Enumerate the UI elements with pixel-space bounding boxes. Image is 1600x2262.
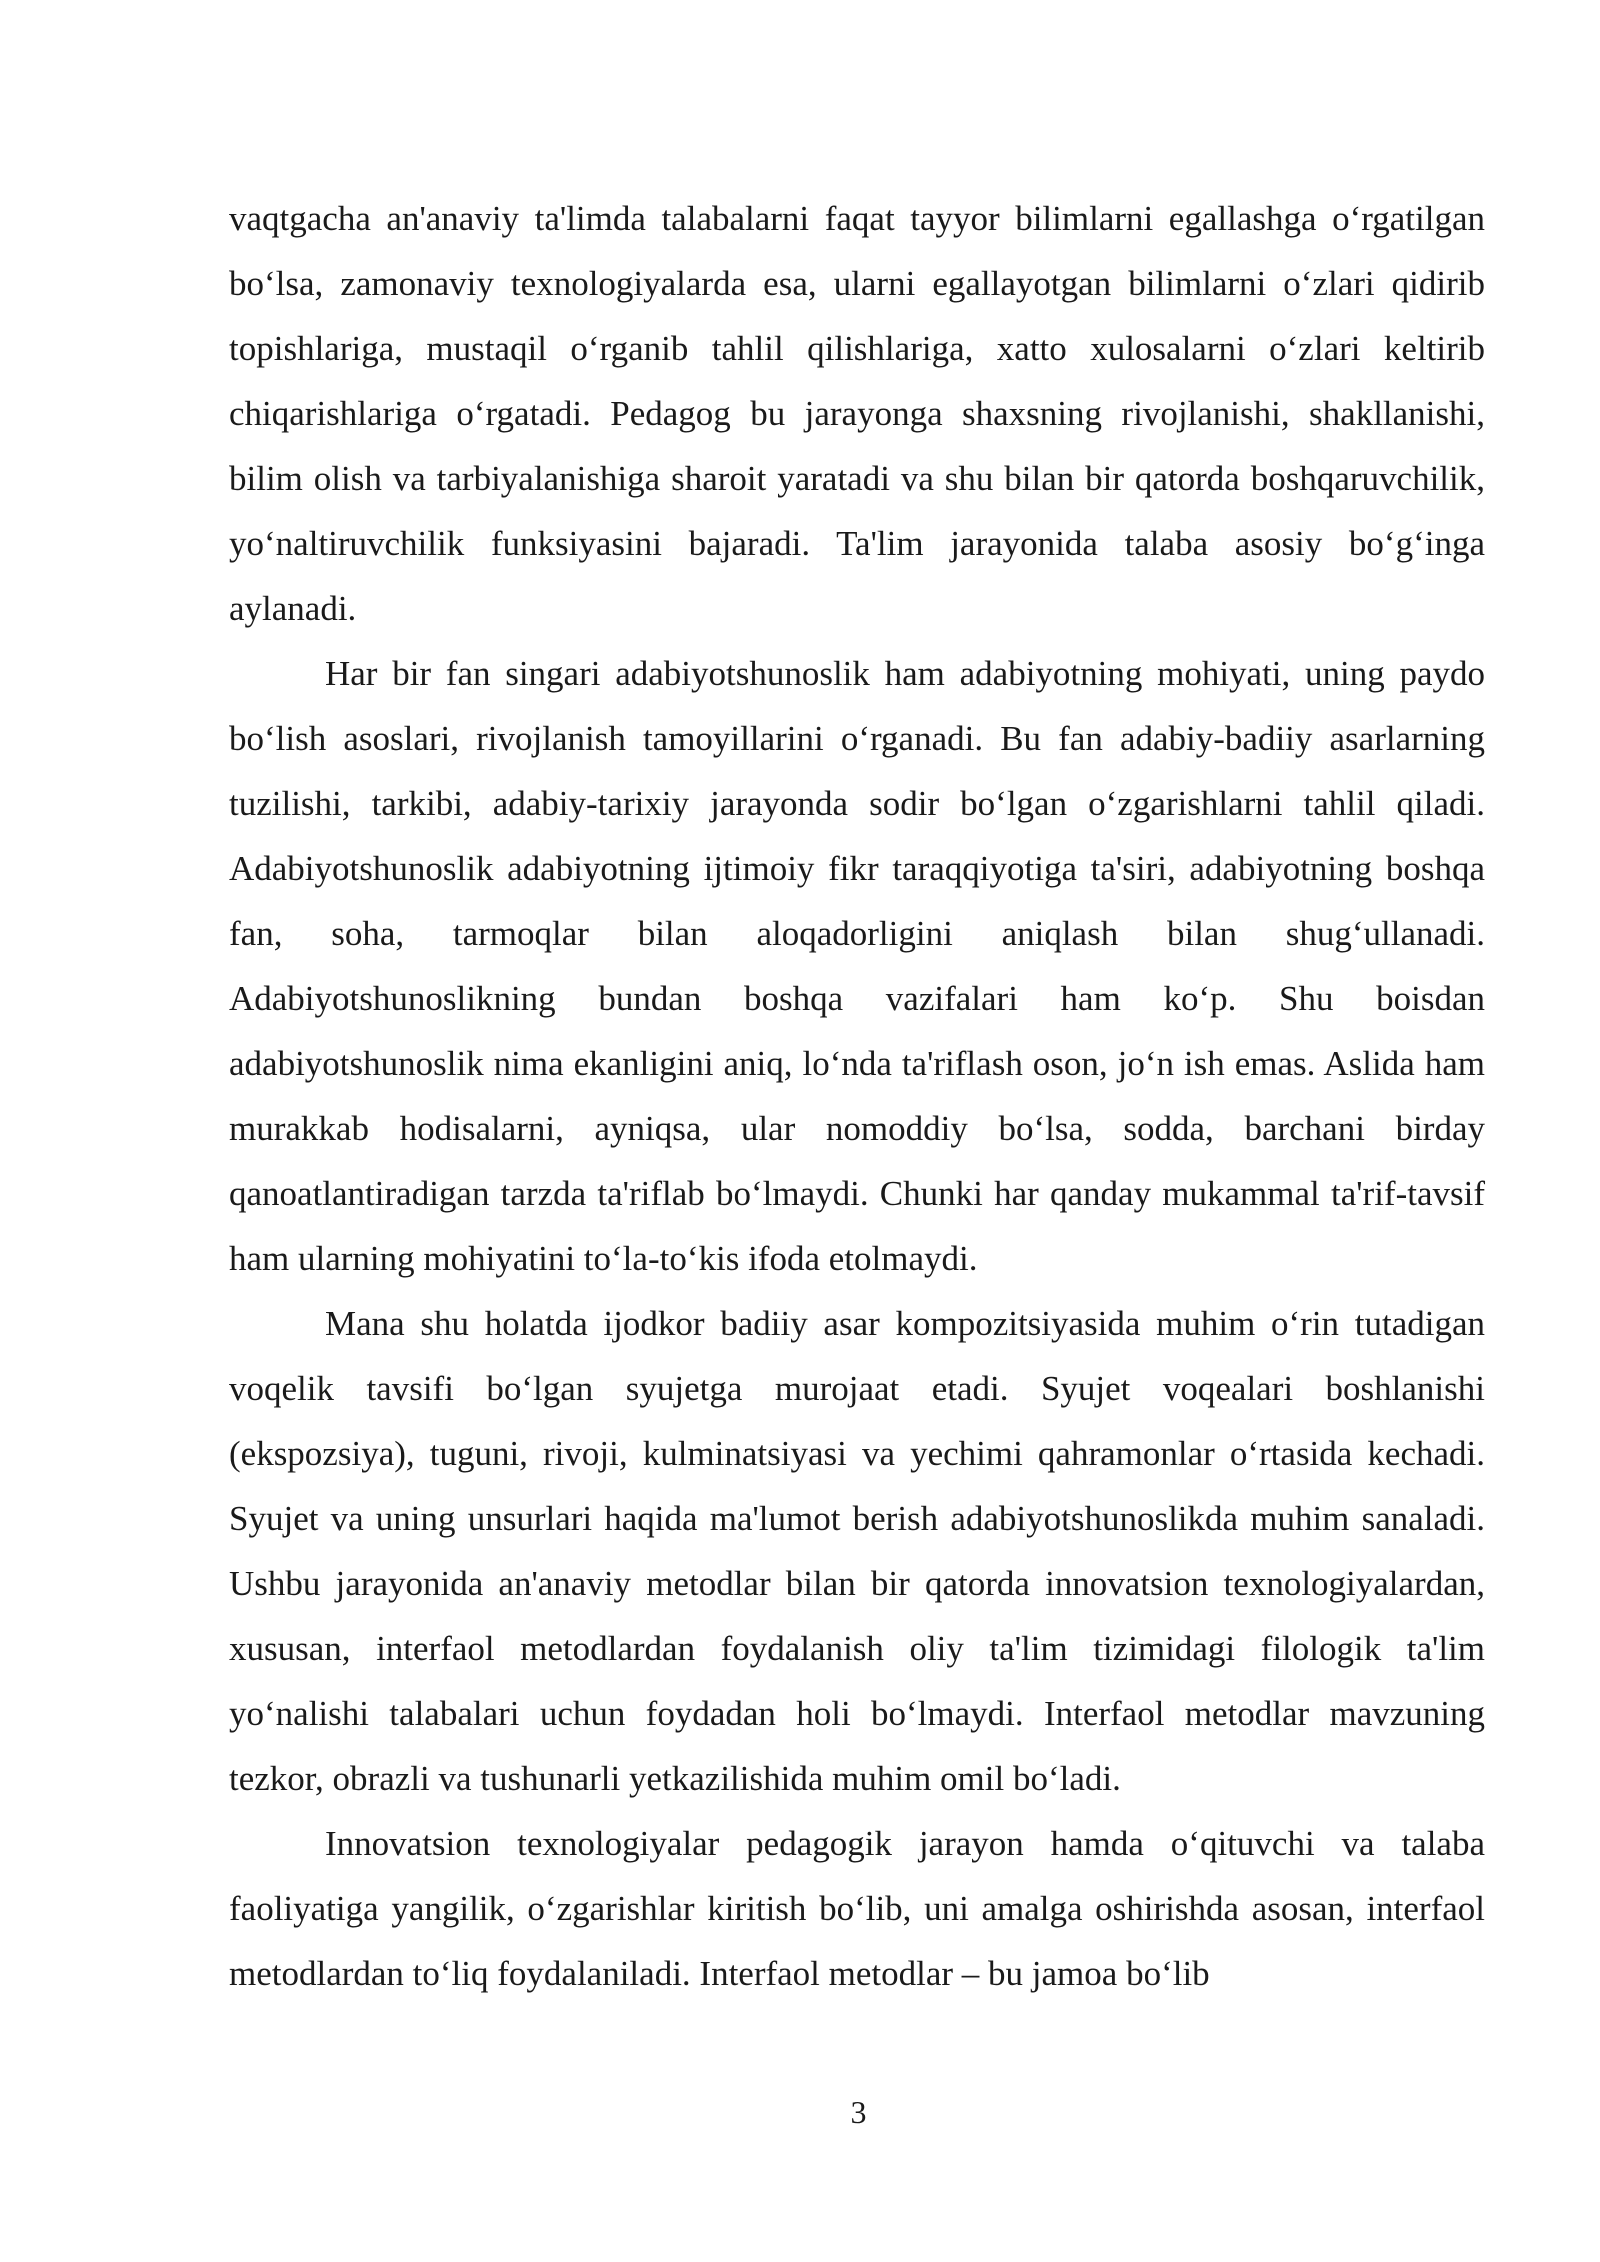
paragraph-continuation: vaqtgacha an'anaviy ta'limda talabalarni faqat tayyor bilimlarni egallashga o‘rgatilgan bo‘lsa, zamonaviy texnologiyalarda esa, ularni egallayotgan bilimlarni o‘zlari qidirib topishlariga, mustaqil o‘rganib tahlil qilishlariga, xatto xulosalarni o‘zlari keltirib chiqarishlariga o‘rgatadi. Pedagog bu jarayonga shaxsning rivojlanishi, shakllanishi, bilim olish va tarbiyalanishiga sharoit yaratadi va shu bilan bir qatorda boshqaruvchilik, yo‘naltiruvchilik funksiyasini bajaradi. Ta'lim jarayonida talaba asosiy bo‘g‘inga aylanadi.	[229, 199, 1485, 628]
paragraph-innovative-technologies: Innovatsion texnologiyalar pedagogik jarayon hamda o‘qituvchi va talaba faoliyatiga yangilik, o‘zgarishlar kiritish bo‘lib, uni amalga oshirishda asosan, interfaol metodlardan to‘liq foydalaniladi. Interfaol metodlar – bu jamoa bo‘lib	[229, 1824, 1485, 1993]
paragraph-literary-studies: Har bir fan singari adabiyotshunoslik ham adabiyotning mohiyati, uning paydo bo‘lish asoslari, rivojlanish tamoyillarini o‘rganadi. Bu fan adabiy-badiiy asarlarning tuzilishi, tarkibi, adabiy-tarixiy jarayonda sodir bo‘lgan o‘zgarishlarni tahlil qiladi. Adabiyotshunoslik adabiyotning ijtimoiy fikr taraqqiyotiga ta'siri, adabiyotning boshqa fan, soha, tarmoqlar bilan aloqadorligini aniqlash bilan shug‘ullanadi. Adabiyotshunoslikning bundan boshqa vazifalari ham ko‘p. Shu boisdan adabiyotshunoslik nima ekanligini aniq, lo‘nda ta'riflash oson, jo‘n ish emas. Aslida ham murakkab hodisalarni, ayniqsa, ular nomoddiy bo‘lsa, sodda, barchani birday qanoatlantiradigan tarzda ta'riflab bo‘lmaydi. Chunki har qanday mukammal ta'rif-tavsif ham ularning mohiyatini to‘la-to‘kis ifoda etolmaydi.	[229, 654, 1485, 1278]
paragraph-plot: Mana shu holatda ijodkor badiiy asar kompozitsiyasida muhim o‘rin tutadigan voqelik tavsifi bo‘lgan syujetga murojaat etadi. Syujet voqealari boshlanishi (ekspozsiya), tuguni, rivoji, kulminatsiyasi va yechimi qahramonlar o‘rtasida kechadi. Syujet va uning unsurlari haqida ma'lumot berish adabiyotshunoslikda muhim sanaladi. Ushbu jarayonida an'anaviy metodlar bilan bir qatorda innovatsion texnologiyalardan, xususan, interfaol metodlardan foydalanish oliy ta'lim tizimidagi filologik ta'lim yo‘nalishi talabalari uchun foydadan holi bo‘lmaydi. Interfaol metodlar mavzuning tezkor, obrazli va tushunarli yetkazilishida muhim omil bo‘ladi.	[229, 1304, 1485, 1798]
page-number: 3	[850, 2094, 867, 2130]
document-body	[229, 186, 1485, 2006]
